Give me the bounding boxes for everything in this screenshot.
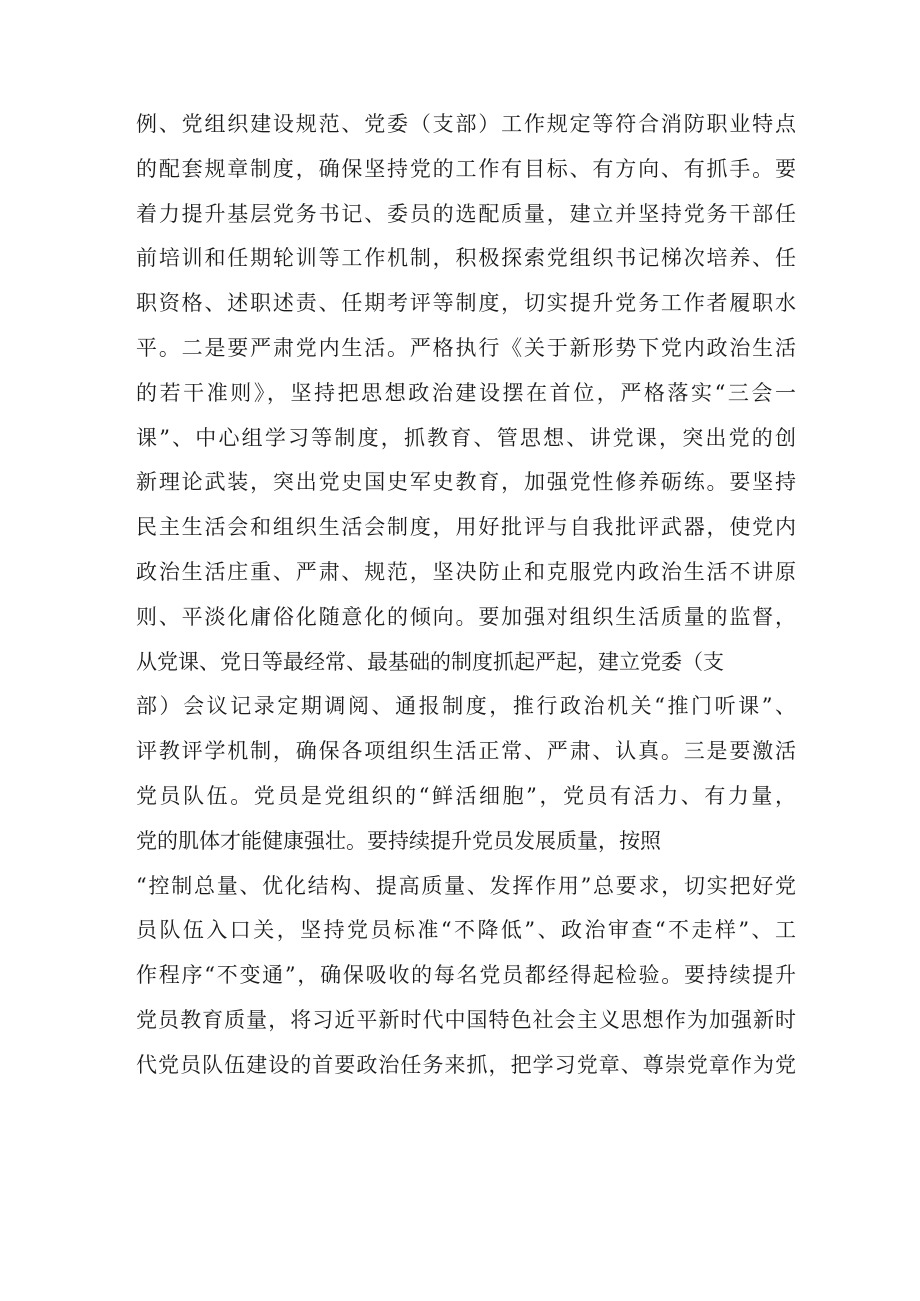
text-line: 员队伍入口关，坚持党员标准“不降低”、政治审查“不走样”、工 [136, 918, 796, 943]
text-line: 民主生活会和组织生活会制度，用好批评与自我批评武器，使党内 [136, 515, 796, 540]
text-line: 作程序“不变通”，确保吸收的每名党员都经得起检验。要持续提升 [136, 963, 796, 988]
text-line: 职资格、述职述责、任期考评等制度，切实提升党务工作者履职水 [136, 291, 796, 316]
text-line: 部）会议记录定期调阅、通报制度，推行政治机关“推门听课”、 [136, 694, 796, 719]
text-line: 例、党组织建设规范、党委（支部）工作规定等符合消防职业特点 [136, 112, 796, 136]
text-line: 新理论武装，突出党史国史军史教育，加强党性修养砺练。要坚持 [136, 470, 796, 495]
text-line: 党的肌体才能健康强壮。要持续提升党员发展质量，按照 [136, 828, 661, 853]
text-line: 平。二是要严肃党内生活。严格执行《关于新形势下党内政治生活 [136, 335, 796, 360]
text-line: 的配套规章制度，确保坚持党的工作有目标、有方向、有抓手。要 [136, 156, 796, 181]
text-line: 着力提升基层党务书记、委员的选配质量，建立并坚持党务干部任 [136, 201, 796, 226]
text-line: 政治生活庄重、严肃、规范，坚决防止和克服党内政治生活不讲原 [136, 559, 796, 584]
text-line: 的若干准则》，坚持把思想政治建设摆在首位，严格落实“三会一 [136, 380, 796, 405]
text-line: 课”、中心组学习等制度，抓教育、管思想、讲党课，突出党的创 [136, 425, 796, 450]
text-line: 党员队伍。党员是党组织的“鲜活细胞”，党员有活力、有力量， [136, 783, 796, 808]
text-line: 从党课、党日等最经常、最基础的制度抓起严起，建立党委（支 [136, 649, 724, 674]
body-text [136, 102, 796, 1088]
text-line: 评教评学机制，确保各项组织生活正常、严肃、认真。三是要激活 [136, 739, 796, 764]
text-line: “控制总量、优化结构、提高质量、发挥作用”总要求，切实把好党 [136, 873, 796, 898]
text-line: 则、平淡化庸俗化随意化的倾向。要加强对组织生活质量的监督， [136, 604, 796, 629]
text-line: 代党员队伍建设的首要政治任务来抓，把学习党章、尊崇党章作为党 [136, 1052, 796, 1077]
text-line: 前培训和任期轮训等工作机制，积极探索党组织书记梯次培养、任 [136, 246, 796, 271]
text-line: 党员教育质量，将习近平新时代中国特色社会主义思想作为加强新时 [136, 1007, 796, 1032]
